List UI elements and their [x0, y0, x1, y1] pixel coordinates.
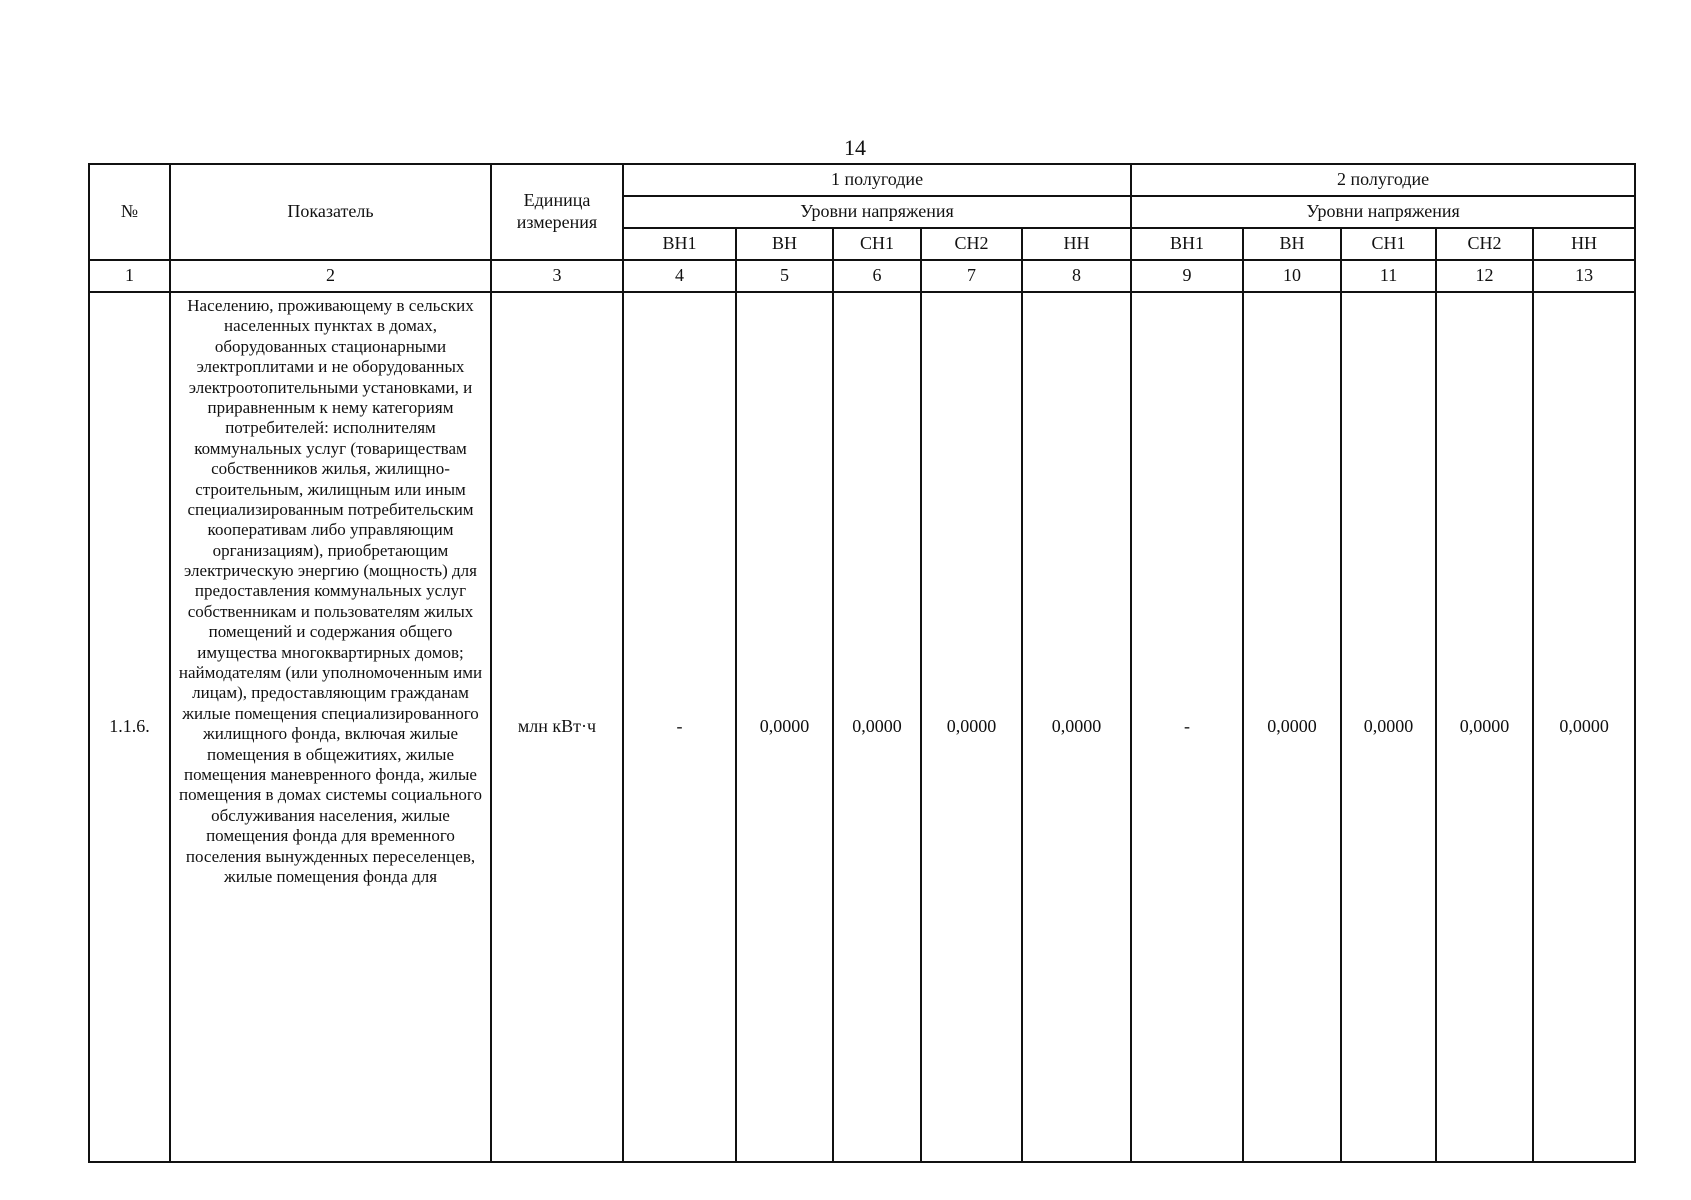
header-level: ВН1 [623, 228, 736, 260]
row-value: 0,0000 [736, 292, 833, 1162]
header-level: СН1 [1341, 228, 1436, 260]
header-unit: Единица измерения [491, 164, 623, 260]
header-level: НН [1022, 228, 1131, 260]
column-number: 9 [1131, 260, 1243, 292]
column-number: 1 [89, 260, 170, 292]
header-indicator: Показатель [170, 164, 491, 260]
page-number: 14 [844, 135, 866, 160]
row-value: - [623, 292, 736, 1162]
column-number: 8 [1022, 260, 1131, 292]
header-half-1: 1 полугодие [623, 164, 1131, 196]
header-voltage-levels-1: Уровни напряжения [623, 196, 1131, 228]
header-level: ВН [736, 228, 833, 260]
data-table [88, 163, 1636, 1163]
column-number: 6 [833, 260, 921, 292]
row-number: 1.1.6. [89, 292, 170, 1162]
header-voltage-levels-2: Уровни напряжения [1131, 196, 1635, 228]
row-unit: млн кВт·ч [491, 292, 623, 1162]
column-number: 13 [1533, 260, 1635, 292]
row-value: - [1131, 292, 1243, 1162]
row-value: 0,0000 [1436, 292, 1533, 1162]
row-value: 0,0000 [1533, 292, 1635, 1162]
header-half-2: 2 полугодие [1131, 164, 1635, 196]
row-indicator-text: Населению, проживающему в сельских населенных пунктах в домах, оборудованных стационарными электроплитами и не оборудованных электроотопительными установками, и приравненным к нему категориям потребителей: исполнителям коммунальных услуг (товариществам собственников жилья, жилищно-строительным, жилищным или иным специализированным потребительским кооперативам либо управляющим организациям), приобретающим электрическую энергию (мощность) для предоставления коммунальных услуг собственникам и пользователям жилых помещений и содержания общего имущества многоквартирных домов; наймодателям (или уполномоченным ими лицам), предоставляющим гражданам жилые помещения специализированного жилищного фонда, включая жилые помещения в общежитиях, жилые помещения маневренного фонда, жилые помещения в домах системы социального обслуживания населения, жилые помещения фонда для временного поселения вынужденных переселенцев, жилые помещения фонда для [178, 296, 483, 886]
column-number: 10 [1243, 260, 1341, 292]
header-level: НН [1533, 228, 1635, 260]
header-level: ВН [1243, 228, 1341, 260]
column-number: 4 [623, 260, 736, 292]
table-row [89, 292, 1635, 1162]
header-level: СН2 [1436, 228, 1533, 260]
row-indicator [170, 292, 491, 1162]
header-level: СН2 [921, 228, 1022, 260]
column-number: 12 [1436, 260, 1533, 292]
column-number: 3 [491, 260, 623, 292]
row-value: 0,0000 [1243, 292, 1341, 1162]
header-row-1 [89, 164, 1635, 196]
column-number: 7 [921, 260, 1022, 292]
column-number: 2 [170, 260, 491, 292]
column-numbers-row [89, 260, 1635, 292]
header-num: № [89, 164, 170, 260]
row-value: 0,0000 [833, 292, 921, 1162]
column-number: 11 [1341, 260, 1436, 292]
header-level: ВН1 [1131, 228, 1243, 260]
row-value: 0,0000 [921, 292, 1022, 1162]
row-value: 0,0000 [1022, 292, 1131, 1162]
header-level: СН1 [833, 228, 921, 260]
row-value: 0,0000 [1341, 292, 1436, 1162]
column-number: 5 [736, 260, 833, 292]
